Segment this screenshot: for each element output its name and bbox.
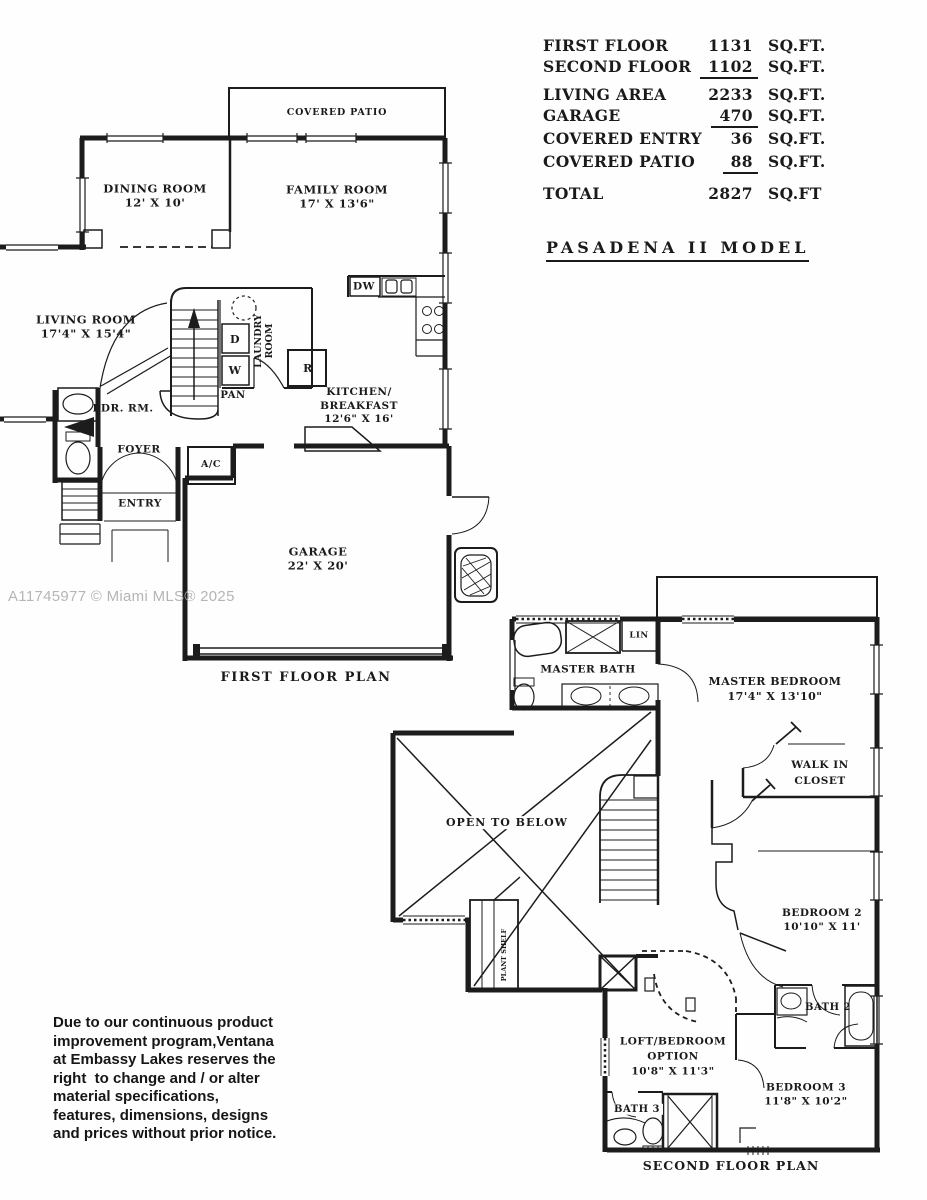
dishwasher-label: DW [353, 280, 375, 293]
garage-label: GARAGE 22' X 20' [287, 544, 349, 573]
tub-icon [512, 621, 563, 658]
table-row [540, 152, 840, 172]
stair-landing [634, 776, 658, 798]
powder-room-label: PDR. RM. [92, 402, 154, 415]
ac-closet-label: A/C [201, 459, 221, 471]
row-value: 88 [723, 152, 758, 174]
garage-door-icon [193, 644, 449, 657]
side-door-icon [452, 497, 489, 534]
plant-shelf-label: PLANT SHELF [500, 928, 508, 982]
row-value: 1102 [700, 57, 758, 79]
pdr-sink-icon [63, 394, 93, 414]
row-label: GARAGE [543, 106, 621, 125]
column-base [212, 230, 230, 248]
row-label: SECOND FLOOR [543, 57, 692, 76]
living-room-label: LIVING ROOM 17'4" X 15'4" [36, 312, 136, 341]
walk-in-closet-label: WALK IN CLOSET [791, 759, 849, 787]
bath2-drawing [775, 985, 877, 1048]
pdr-arrow-icon [64, 417, 94, 437]
row-unit: SQ.FT. [768, 152, 826, 171]
closet-door-leaf [776, 722, 801, 744]
table-row [540, 57, 840, 77]
row-unit: SQ.FT. [768, 106, 826, 125]
master-bedroom-label: MASTER BEDROOM 17'4" X 13'10" [708, 675, 842, 703]
bath2-label: BATH 2 [805, 1001, 851, 1013]
second-floor-title: SECOND FLOOR PLAN [642, 1158, 820, 1174]
dryer-label: D [229, 333, 241, 347]
entry-steps [60, 482, 176, 562]
bedroom2-label: BEDROOM 2 10'10" X 11' [781, 907, 863, 933]
column-base [84, 230, 102, 248]
range-label: R [303, 362, 313, 376]
row-label: FIRST FLOOR [543, 36, 669, 55]
stairs-first-floor-icon [160, 300, 218, 419]
master-bath-door-arc [658, 664, 698, 702]
loft-optional-dashed-walls [642, 951, 736, 1022]
master-bath-label: MASTER BATH [540, 663, 636, 676]
bath3-label: BATH 3 [611, 1104, 663, 1117]
dining-room-label: DINING ROOM 12' X 10' [103, 181, 207, 210]
stove-burners-icon [423, 307, 444, 334]
model-name: PASADENA II MODEL [546, 238, 809, 262]
row-label: COVERED ENTRY [543, 129, 703, 148]
sink-icon [614, 1129, 636, 1145]
bedroom3-label: BEDROOM 3 11'8" X 10'2" [764, 1081, 848, 1107]
washer-label: W [228, 364, 242, 378]
covered-patio-label: COVERED PATIO [286, 107, 388, 119]
sink-icon [619, 687, 649, 705]
table-row [540, 106, 840, 126]
pdr-toilet-icon [66, 442, 90, 474]
mls-watermark: A11745977 © Miami MLS® 2025 [8, 588, 235, 605]
sink-icon [781, 993, 801, 1009]
foyer-double-doors-icon [100, 453, 178, 493]
row-label: LIVING AREA [543, 85, 667, 104]
area-table [540, 34, 840, 244]
row-unit: SQ.FT. [768, 129, 826, 148]
row-value: 2827 [708, 184, 753, 203]
hall-wall-drawing [712, 779, 786, 987]
row-label: TOTAL [543, 184, 604, 203]
row-unit: SQ.FT. [768, 85, 826, 104]
entry-label: ENTRY [118, 497, 162, 510]
table-row [540, 85, 840, 105]
table-row [540, 129, 840, 149]
chase-box-icon [600, 956, 636, 990]
toilet-icon [643, 1118, 663, 1144]
table-row [540, 36, 840, 56]
table-row [540, 184, 840, 204]
foyer-label: FOYER [117, 443, 161, 456]
loft-label: LOFT/BEDROOM OPTION 10'8" X 11'3" [619, 1035, 727, 1078]
bedroom2-door-leaf [740, 933, 786, 951]
powder-room-fixtures [58, 388, 98, 474]
equipment-pad-icon [455, 548, 497, 602]
kitchen-label: KITCHEN/ BREAKFAST 12'6" X 16' [320, 385, 398, 425]
row-unit: SQ.FT [768, 184, 822, 203]
first-floor-title: FIRST FLOOR PLAN [220, 669, 392, 685]
first-floor-drawing [0, 88, 497, 661]
pantry-curve [160, 391, 218, 419]
stairs-up-arrow [188, 308, 200, 328]
row-value: 36 [730, 129, 753, 148]
row-unit: SQ.FT. [768, 57, 826, 76]
stairs-second-floor-icon [600, 775, 658, 905]
row-value: 470 [711, 106, 758, 128]
open-to-below-label: OPEN TO BELOW [443, 816, 571, 830]
linen-label: LIN [629, 630, 649, 641]
row-value: 2233 [708, 85, 753, 104]
pantry-label: PAN [220, 389, 246, 401]
row-value: 1131 [708, 36, 753, 55]
bath3-drawing [605, 1092, 717, 1152]
row-unit: SQ.FT. [768, 36, 826, 55]
sink-icon [571, 687, 601, 705]
row-label: COVERED PATIO [543, 152, 696, 171]
disclaimer-text: Due to our continuous product improvement program,Ventana at Embassy Lakes reserves the right to change and / or alter material specifications, features, dimensions, designs and prices without prior notice. [53, 1014, 277, 1142]
family-room-label: FAMILY ROOM 17' X 13'6" [286, 182, 388, 211]
open-to-below-x [397, 712, 651, 986]
laundry-room-label: LAUNDRY ROOM [253, 314, 275, 368]
